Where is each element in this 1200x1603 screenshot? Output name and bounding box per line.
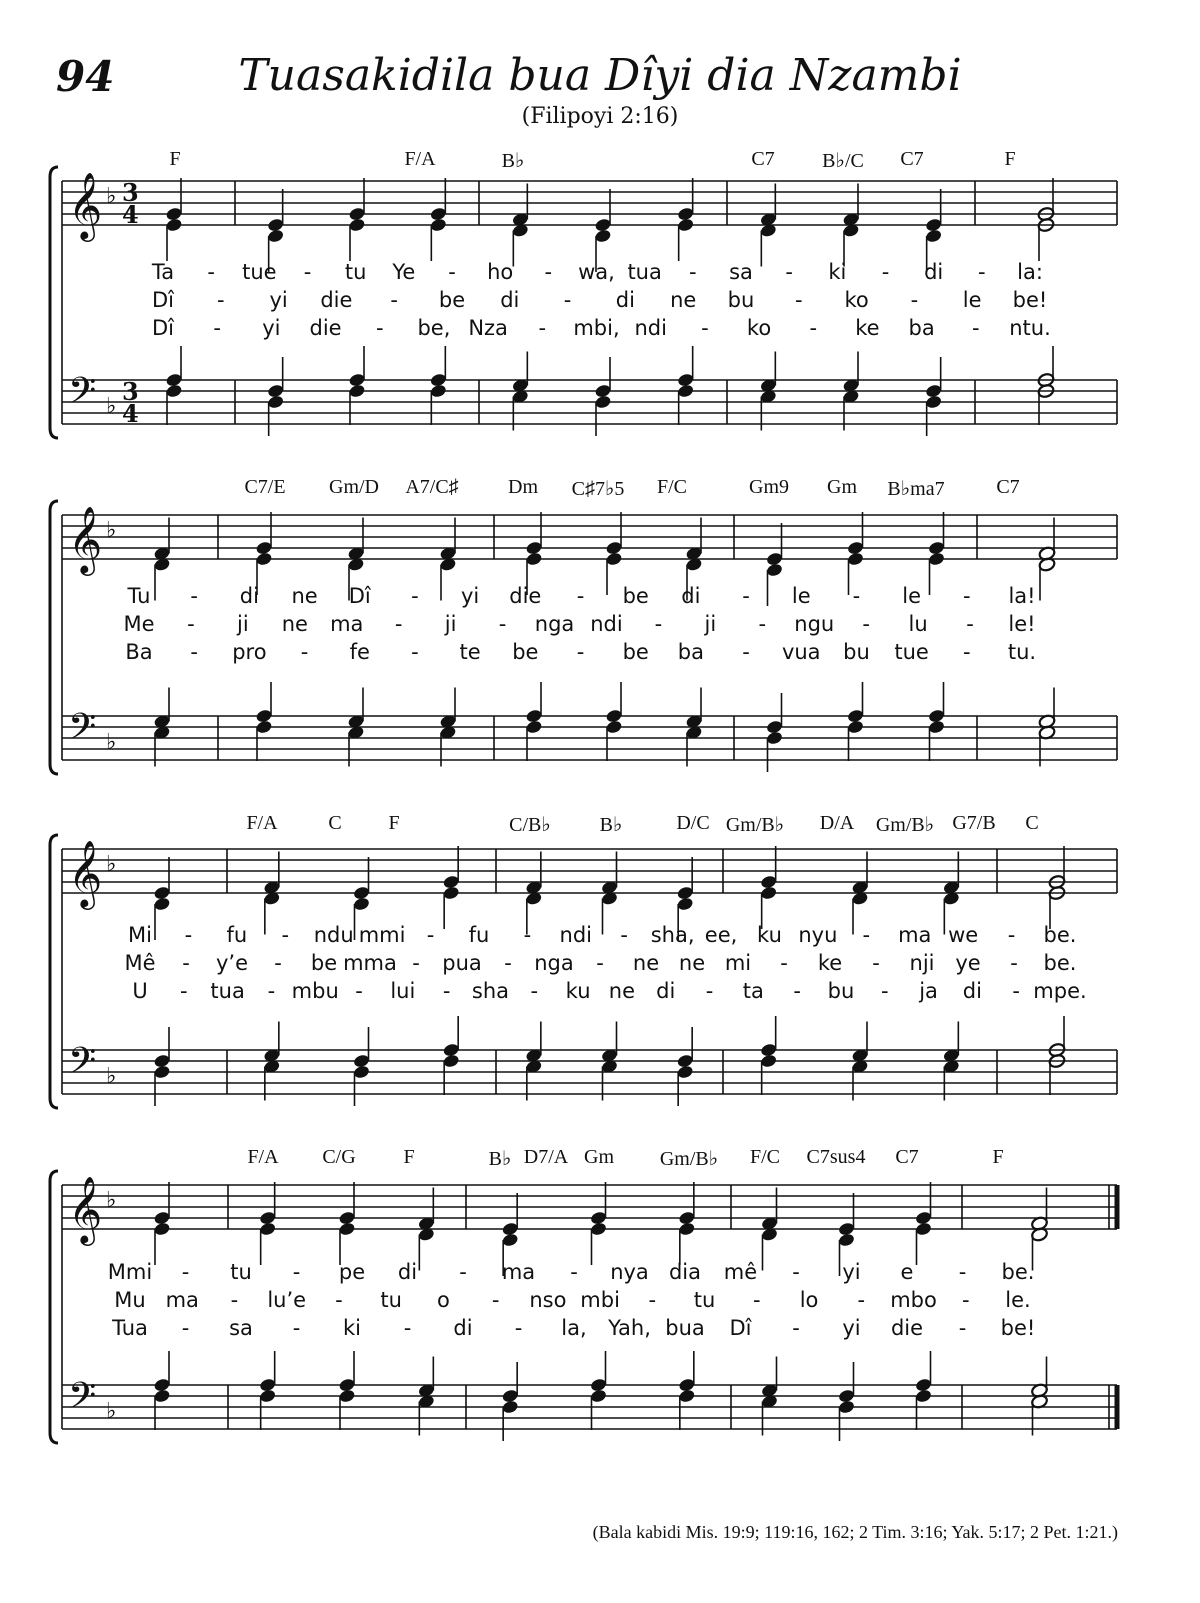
lyric-hyphen: - (448, 260, 456, 284)
lyric-syllable: ke (855, 316, 880, 340)
chord-symbol: A7/C♯ (405, 476, 459, 498)
flat-key-signature: ♭ (106, 730, 117, 755)
lyric-syllable: lu (908, 612, 928, 636)
lyric-syllable: ba (908, 316, 935, 340)
lyric-syllable: die (309, 316, 342, 340)
lyric-syllable: bu (827, 979, 855, 1003)
chord-symbol: Gm/D (329, 476, 379, 498)
system-bracket (50, 835, 58, 1108)
lyric-hyphen: - (181, 1260, 190, 1284)
lyric-syllable: dia (668, 1260, 702, 1284)
lyric-syllable: be, (417, 316, 451, 340)
lyric-hyphen: - (785, 260, 793, 284)
lyric-hyphen: - (411, 640, 419, 664)
lyric-hyphen: - (958, 1316, 967, 1340)
lyric-hyphen: - (563, 288, 572, 312)
system-bracket (50, 1171, 58, 1443)
chord-symbol: C (328, 812, 342, 834)
lyric-syllable: sa (229, 1316, 253, 1340)
lyric-syllable: ki (828, 260, 847, 284)
lyric-syllable: di (656, 979, 676, 1003)
lyric-hyphen: - (780, 951, 788, 975)
flat-key-signature: ♭ (106, 394, 117, 419)
lyric-hyphen: - (538, 316, 547, 340)
lyric-syllable: di (924, 260, 944, 284)
lyric-hyphen: - (514, 1316, 523, 1340)
chord-symbol: C7 (996, 476, 1020, 498)
lyric-syllable: pro (232, 640, 267, 664)
lyric-syllable: ta (742, 979, 764, 1003)
system-bracket (50, 501, 58, 774)
treble-clef: 𝄞 (68, 1175, 103, 1243)
lyric-syllable: nso (529, 1288, 567, 1312)
lyric-syllable: di (615, 288, 635, 312)
treble-clef: 𝄞 (68, 171, 103, 239)
bass-clef: 𝄢 (68, 706, 97, 757)
time-signature-bottom: 4 (122, 200, 139, 229)
lyric-syllable: ko (844, 288, 869, 312)
lyric-hyphen: - (375, 316, 384, 340)
lyric-syllable: sa (729, 260, 753, 284)
lyric-hyphen: - (180, 979, 188, 1003)
lyric-hyphen: - (184, 923, 193, 947)
flat-key-signature: ♭ (106, 852, 117, 877)
lyric-syllable: mê (723, 1260, 758, 1284)
chord-symbol: D/C (676, 812, 710, 834)
lyric-syllable: be (438, 288, 466, 312)
lyric-hyphen: - (620, 923, 628, 947)
lyric-syllable: fu (468, 923, 490, 947)
lyric-hyphen: - (181, 1316, 190, 1340)
bass-clef: 𝄢 (68, 1375, 97, 1426)
lyric-hyphen: - (504, 951, 512, 975)
lyric-hyphen: - (459, 1260, 467, 1284)
lyric-hyphen: - (862, 612, 870, 636)
chord-symbol: F/A (246, 812, 278, 834)
chord-symbol: F (403, 1146, 415, 1168)
lyric-hyphen: - (281, 923, 290, 947)
chord-symbol: F/C (749, 1146, 781, 1168)
scripture-reference: (Filipoyi 2:16) (521, 104, 679, 129)
lyric-syllable: ke (817, 951, 843, 975)
lyric-hyphen: - (411, 584, 419, 608)
lyric-hyphen: - (576, 584, 585, 608)
chord-symbol: F (992, 1146, 1004, 1168)
lyric-hyphen: - (1007, 923, 1016, 947)
lyric-syllable: ma (165, 1288, 199, 1312)
lyric-syllable: ndi (634, 316, 667, 340)
lyric-hyphen: - (530, 979, 539, 1003)
lyric-syllable: be (622, 640, 649, 664)
lyric-syllable: ndu (313, 923, 354, 947)
lyric-syllable: ntu. (1009, 316, 1051, 340)
lyric-syllable: Tu (127, 584, 151, 608)
lyric-syllable: mpe. (1033, 979, 1087, 1003)
chord-symbol: B♭ (599, 814, 623, 836)
chord-symbol: F/A (247, 1146, 279, 1168)
lyric-syllable: tu (344, 260, 367, 284)
lyric-hyphen: - (701, 316, 709, 340)
lyric-syllable: tu. (1007, 640, 1037, 664)
lyric-syllable: Dî (151, 316, 175, 340)
lyric-syllable: fu (226, 923, 248, 947)
lyric-syllable: bu (843, 640, 870, 664)
lyric-syllable: mi (724, 951, 752, 975)
lyric-hyphen: - (705, 979, 714, 1003)
chord-symbol: Dm (508, 476, 538, 498)
treble-clef: 𝄞 (68, 839, 103, 907)
lyric-syllable: ko (746, 316, 772, 340)
lyric-syllable: pua (442, 951, 482, 975)
lyric-hyphen: - (355, 979, 363, 1003)
flat-key-signature: ♭ (106, 1064, 117, 1089)
lyric-syllable: die (509, 584, 542, 608)
lyric-hyphen: - (857, 1288, 866, 1312)
lyric-hyphen: - (881, 260, 890, 284)
lyric-syllable: vua (781, 640, 821, 664)
lyric-syllable: ji (237, 612, 249, 636)
lyric-syllable: sha, (650, 923, 695, 947)
lyric-hyphen: - (792, 1316, 800, 1340)
lyric-syllable: ji (704, 612, 717, 636)
lyric-hyphen: - (412, 951, 420, 975)
chord-symbol: F/A (404, 148, 436, 170)
lyric-hyphen: - (570, 1260, 578, 1284)
lyric-syllable: Tua (112, 1316, 148, 1340)
lyric-hyphen: - (852, 584, 861, 608)
lyric-syllable: be (310, 951, 338, 975)
flat-key-signature: ♭ (106, 184, 117, 209)
lyric-syllable: ku (565, 979, 591, 1003)
chord-symbol: Gm (827, 476, 857, 498)
lyric-syllable: mbi (580, 1288, 620, 1312)
lyric-syllable: Ta (151, 260, 175, 284)
lyric-hyphen: - (544, 260, 553, 284)
chord-symbol: C7sus4 (806, 1146, 866, 1168)
lyric-syllable: nga (534, 612, 575, 636)
lyric-syllable: la! (1008, 584, 1036, 608)
lyric-syllable: bu (727, 288, 755, 312)
chord-symbol: F/C (656, 476, 688, 498)
lyric-syllable: Mmi (107, 1260, 153, 1284)
lyric-syllable: pe (338, 1260, 366, 1284)
lyric-syllable: y’e (215, 951, 249, 975)
lyric-syllable: Mu (114, 1288, 146, 1312)
lyric-hyphen: - (654, 612, 663, 636)
hymn-number: 94 (56, 52, 115, 101)
lyric-hyphen: - (335, 1288, 343, 1312)
lyric-syllable: Dî (151, 288, 175, 312)
lyric-syllable: mma (343, 951, 397, 975)
lyric-hyphen: - (958, 1260, 967, 1284)
chord-symbol: Gm/B♭ (875, 814, 935, 836)
lyric-syllable: le (791, 584, 811, 608)
footer-references: (Bala kabidi Mis. 19:9; 119:16, 162; 2 Tim. 3:16; Yak. 5:17; 2 Pet. 1:21.) (592, 1522, 1118, 1542)
lyric-hyphen: - (596, 951, 604, 975)
lyric-hyphen: - (498, 612, 507, 636)
lyric-hyphen: - (426, 923, 435, 947)
lyric-hyphen: - (442, 979, 451, 1003)
lyric-hyphen: - (190, 640, 198, 664)
lyric-hyphen: - (742, 640, 750, 664)
lyric-syllable: le (902, 584, 922, 608)
lyric-syllable: te (459, 640, 481, 664)
lyric-hyphen: - (972, 316, 980, 340)
lyric-syllable: di (962, 979, 982, 1003)
lyric-syllable: yi (262, 316, 281, 340)
lyric-syllable: Nza (468, 316, 508, 340)
time-signature-top: 3 (122, 178, 139, 207)
chord-symbol: C7/E (244, 476, 286, 498)
lyric-hyphen: - (207, 260, 215, 284)
lyric-syllable: nya (610, 1260, 649, 1284)
lyric-syllable: be (512, 640, 539, 664)
chord-symbol: F (388, 812, 400, 834)
lyric-syllable: ba (677, 640, 704, 664)
chord-symbol: B♭/C (822, 150, 864, 172)
chord-symbol: D7/A (523, 1146, 569, 1168)
chord-symbol: D/A (819, 812, 855, 834)
lyric-hyphen: - (793, 979, 801, 1003)
chord-symbol: B♭ (501, 150, 525, 172)
lyric-syllable: la: (1017, 260, 1043, 284)
lyric-syllable: tua (627, 260, 662, 284)
lyric-hyphen: - (689, 260, 697, 284)
lyric-hyphen: - (1010, 951, 1018, 975)
lyric-syllable: di (453, 1316, 473, 1340)
chord-symbol: G7/B (952, 812, 996, 834)
lyric-syllable: mbo (890, 1288, 937, 1312)
lyric-syllable: ye (955, 951, 981, 975)
lyric-hyphen: - (303, 260, 312, 284)
lyric-syllable: tua (210, 979, 245, 1003)
lyric-syllable: die (320, 288, 353, 312)
lyric-syllable: mbu (291, 979, 339, 1003)
chord-symbol: B♭ (488, 1148, 512, 1170)
lyric-syllable: lo (799, 1288, 819, 1312)
chord-symbol: C7 (900, 148, 924, 170)
hymn-title: Tuasakidila bua Dîyi dia Nzambi (238, 50, 962, 101)
lyric-hyphen: - (792, 1260, 800, 1284)
lyric-syllable: be. (1001, 1260, 1035, 1284)
lyric-syllable: yi (269, 288, 288, 312)
lyric-syllable: Me (123, 612, 155, 636)
lyric-syllable: nji (909, 951, 935, 975)
lyric-hyphen: - (292, 1316, 301, 1340)
lyric-syllable: lu’e (267, 1288, 307, 1312)
flat-key-signature: ♭ (106, 1188, 117, 1213)
lyric-syllable: ja (919, 979, 938, 1003)
lyric-hyphen: - (190, 584, 198, 608)
lyric-syllable: tu (230, 1260, 252, 1284)
lyric-syllable: Dî (348, 584, 371, 608)
lyric-syllable: ee, (704, 923, 738, 947)
lyric-hyphen: - (862, 923, 871, 947)
lyric-hyphen: - (795, 288, 803, 312)
lyric-syllable: U (132, 979, 148, 1003)
lyric-hyphen: - (217, 288, 225, 312)
lyric-syllable: e (900, 1260, 914, 1284)
lyric-hyphen: - (213, 316, 221, 340)
lyric-syllable: yi (842, 1316, 861, 1340)
lyric-hyphen: - (963, 640, 971, 664)
lyric-syllable: tu (380, 1288, 402, 1312)
lyric-hyphen: - (576, 640, 585, 664)
chord-symbol: C/G (322, 1146, 356, 1168)
lyric-syllable: le (962, 288, 982, 312)
lyric-syllable: mbi, (573, 316, 620, 340)
lyric-hyphen: - (963, 584, 971, 608)
chord-symbol: F (1004, 148, 1016, 170)
lyric-syllable: nga (534, 951, 574, 975)
lyric-hyphen: - (809, 316, 818, 340)
lyric-hyphen: - (758, 612, 767, 636)
lyric-syllable: we (948, 923, 979, 947)
lyric-syllable: le! (1008, 612, 1036, 636)
lyric-hyphen: - (648, 1288, 657, 1312)
lyric-syllable: Dî (729, 1316, 752, 1340)
chord-symbol: Gm/B♭ (725, 814, 785, 836)
lyric-syllable: di (239, 584, 259, 608)
lyric-syllable: ki (343, 1316, 361, 1340)
lyric-syllable: be. (1043, 923, 1077, 947)
lyric-syllable: ne (291, 584, 318, 608)
lyric-syllable: Mi (128, 923, 152, 947)
lyric-syllable: tue (894, 640, 929, 664)
lyric-hyphen: - (1012, 979, 1020, 1003)
system-bracket (50, 167, 58, 438)
time-signature-bottom: 4 (122, 399, 139, 428)
chord-symbol: C7 (751, 148, 775, 170)
lyric-syllable: le. (1005, 1288, 1031, 1312)
lyric-hyphen: - (394, 612, 403, 636)
lyric-syllable: ne (670, 288, 697, 312)
lyric-syllable: tue (242, 260, 277, 284)
lyric-syllable: ma (330, 612, 364, 636)
lyric-hyphen: - (267, 979, 276, 1003)
lyric-syllable: ma (898, 923, 932, 947)
lyric-syllable: fe (349, 640, 370, 664)
chord-symbol: C7 (895, 1146, 919, 1168)
lyric-hyphen: - (390, 288, 398, 312)
lyric-hyphen: - (978, 260, 986, 284)
chord-symbol: Gm9 (749, 476, 789, 498)
treble-clef: 𝄞 (68, 505, 103, 573)
lyric-hyphen: - (187, 612, 195, 636)
chord-symbol: C/B♭ (509, 814, 551, 836)
lyric-syllable: ne (678, 951, 706, 975)
lyric-syllable: ndi (559, 923, 593, 947)
lyric-hyphen: - (961, 1288, 970, 1312)
flat-key-signature: ♭ (106, 518, 117, 543)
lyric-syllable: yi (842, 1260, 861, 1284)
lyric-syllable: sha (471, 979, 510, 1003)
flat-key-signature: ♭ (106, 1399, 117, 1424)
chord-symbol: C (1025, 812, 1039, 834)
lyric-syllable: be! (1012, 288, 1048, 312)
lyric-syllable: ndi (590, 612, 623, 636)
lyric-syllable: yi (460, 584, 480, 608)
bass-clef: 𝄢 (68, 1040, 97, 1091)
lyric-syllable: di (500, 288, 520, 312)
lyric-hyphen: - (742, 584, 750, 608)
lyric-syllable: Yah, (608, 1316, 651, 1340)
lyric-syllable: Ba (125, 640, 153, 664)
lyric-syllable: ne (281, 612, 308, 636)
lyric-hyphen: - (403, 1316, 412, 1340)
chord-symbol: B♭ma7 (887, 478, 945, 500)
lyric-syllable: be (622, 584, 649, 608)
lyric-hyphen: - (182, 951, 190, 975)
lyric-syllable: Mê (124, 951, 156, 975)
lyric-syllable: tu (693, 1288, 716, 1312)
lyric-syllable: di (397, 1260, 418, 1284)
lyric-syllable: lui (390, 979, 416, 1003)
lyric-syllable: nyu (798, 923, 838, 947)
lyric-syllable: ma (501, 1260, 536, 1284)
chord-symbol: F (169, 148, 181, 170)
lyric-hyphen: - (966, 612, 974, 636)
lyric-syllable: die (890, 1316, 924, 1340)
lyric-syllable: ngu (794, 612, 835, 636)
lyric-syllable: bua (665, 1316, 705, 1340)
bass-clef: 𝄢 (68, 370, 97, 421)
lyric-hyphen: - (910, 288, 919, 312)
lyric-hyphen: - (523, 923, 532, 947)
lyric-hyphen: - (872, 951, 880, 975)
lyric-hyphen: - (274, 951, 282, 975)
lyric-hyphen: - (292, 1260, 301, 1284)
lyric-syllable: be. (1043, 951, 1077, 975)
lyric-syllable: di (681, 584, 701, 608)
chord-symbol: Gm (584, 1146, 614, 1168)
lyric-hyphen: - (491, 1288, 500, 1312)
time-signature-top: 3 (122, 377, 139, 406)
lyric-syllable: o (436, 1288, 450, 1312)
lyric-syllable: wa, (578, 260, 615, 284)
lyric-hyphen: - (753, 1288, 761, 1312)
lyric-hyphen: - (230, 1288, 239, 1312)
lyric-syllable: ho (487, 260, 514, 284)
lyric-hyphen: - (880, 979, 889, 1003)
lyric-syllable: be! (1000, 1316, 1036, 1340)
chord-symbol: Gm/B♭ (659, 1148, 719, 1170)
lyric-hyphen: - (300, 640, 309, 664)
lyric-syllable: ji (444, 612, 457, 636)
lyric-syllable: mmi (358, 923, 406, 947)
lyric-syllable: Ye (392, 260, 416, 284)
lyric-syllable: ne (632, 951, 660, 975)
lyric-syllable: la, (561, 1316, 587, 1340)
lyric-syllable: ne (608, 979, 636, 1003)
lyric-syllable: ku (757, 923, 782, 947)
chord-symbol: C♯7♭5 (571, 478, 625, 500)
